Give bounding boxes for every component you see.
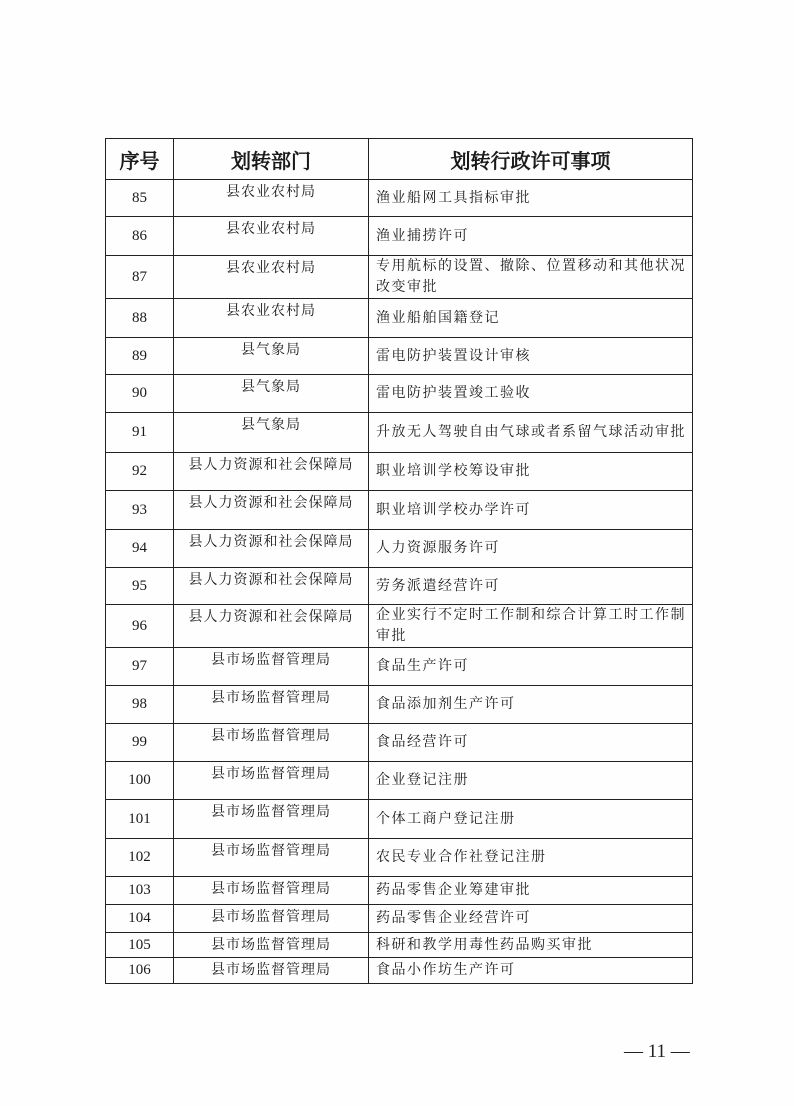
row-license-item: 雷电防护装置设计审核 — [369, 338, 693, 375]
row-department: 县农业农村局 — [174, 180, 369, 217]
row-department: 县市场监督管理局 — [174, 839, 369, 877]
row-department: 县市场监督管理局 — [174, 933, 369, 958]
row-license-item: 药品零售企业筹建审批 — [369, 877, 693, 905]
table-header-row — [106, 139, 693, 180]
row-department: 县市场监督管理局 — [174, 648, 369, 686]
page-number: — 11 — — [624, 1041, 690, 1062]
row-serial-number: 89 — [106, 338, 174, 375]
table-row — [106, 530, 693, 568]
table-row — [106, 933, 693, 958]
table-row — [106, 491, 693, 530]
row-serial-number: 87 — [106, 256, 174, 299]
table-row — [106, 877, 693, 905]
header-department: 划转部门 — [174, 139, 369, 180]
row-license-item: 食品经营许可 — [369, 724, 693, 762]
table-row — [106, 375, 693, 413]
header-serial-number: 序号 — [106, 139, 174, 180]
row-license-item: 雷电防护装置竣工验收 — [369, 375, 693, 413]
row-department: 县市场监督管理局 — [174, 877, 369, 905]
row-department: 县农业农村局 — [174, 256, 369, 299]
row-serial-number: 91 — [106, 413, 174, 453]
row-serial-number: 98 — [106, 686, 174, 724]
table-row — [106, 453, 693, 491]
row-department: 县市场监督管理局 — [174, 958, 369, 984]
row-serial-number: 92 — [106, 453, 174, 491]
row-serial-number: 99 — [106, 724, 174, 762]
row-serial-number: 93 — [106, 491, 174, 530]
table-row — [106, 299, 693, 338]
row-license-item: 职业培训学校办学许可 — [369, 491, 693, 530]
row-department: 县农业农村局 — [174, 299, 369, 338]
row-license-item: 食品小作坊生产许可 — [369, 958, 693, 984]
header-license-item: 划转行政许可事项 — [369, 139, 693, 180]
row-department: 县气象局 — [174, 375, 369, 413]
row-department: 县市场监督管理局 — [174, 724, 369, 762]
row-license-item: 农民专业合作社登记注册 — [369, 839, 693, 877]
table-row — [106, 605, 693, 648]
table-row — [106, 217, 693, 256]
row-license-item: 渔业船舶国籍登记 — [369, 299, 693, 338]
row-license-item: 企业登记注册 — [369, 762, 693, 800]
row-license-item: 个体工商户登记注册 — [369, 800, 693, 839]
row-department: 县市场监督管理局 — [174, 686, 369, 724]
row-license-item: 升放无人驾驶自由气球或者系留气球活动审批 — [369, 413, 693, 453]
row-serial-number: 90 — [106, 375, 174, 413]
table-row — [106, 800, 693, 839]
row-department: 县市场监督管理局 — [174, 800, 369, 839]
row-serial-number: 106 — [106, 958, 174, 984]
table-body — [106, 180, 693, 984]
row-license-item: 渔业捕捞许可 — [369, 217, 693, 256]
table-row — [106, 686, 693, 724]
row-serial-number: 100 — [106, 762, 174, 800]
row-department: 县气象局 — [174, 338, 369, 375]
row-license-item: 食品生产许可 — [369, 648, 693, 686]
row-license-item: 企业实行不定时工作制和综合计算工时工作制审批 — [369, 605, 693, 648]
row-serial-number: 95 — [106, 568, 174, 605]
table-row — [106, 180, 693, 217]
row-department: 县市场监督管理局 — [174, 905, 369, 933]
row-department: 县气象局 — [174, 413, 369, 453]
row-department: 县人力资源和社会保障局 — [174, 530, 369, 568]
table-row — [106, 905, 693, 933]
row-serial-number: 102 — [106, 839, 174, 877]
row-license-item: 食品添加剂生产许可 — [369, 686, 693, 724]
row-serial-number: 97 — [106, 648, 174, 686]
row-license-item: 人力资源服务许可 — [369, 530, 693, 568]
row-serial-number: 105 — [106, 933, 174, 958]
table-row — [106, 338, 693, 375]
row-department: 县人力资源和社会保障局 — [174, 453, 369, 491]
row-serial-number: 86 — [106, 217, 174, 256]
row-serial-number: 104 — [106, 905, 174, 933]
row-serial-number: 101 — [106, 800, 174, 839]
row-license-item: 职业培训学校筹设审批 — [369, 453, 693, 491]
table-row — [106, 648, 693, 686]
row-license-item: 专用航标的设置、撤除、位置移动和其他状况改变审批 — [369, 256, 693, 299]
table-row — [106, 958, 693, 984]
row-department: 县农业农村局 — [174, 217, 369, 256]
row-serial-number: 88 — [106, 299, 174, 338]
row-license-item: 科研和教学用毒性药品购买审批 — [369, 933, 693, 958]
row-serial-number: 96 — [106, 605, 174, 648]
row-department: 县人力资源和社会保障局 — [174, 491, 369, 530]
table-row — [106, 839, 693, 877]
row-license-item: 渔业船网工具指标审批 — [369, 180, 693, 217]
row-department: 县人力资源和社会保障局 — [174, 605, 369, 648]
table-row — [106, 568, 693, 605]
row-serial-number: 94 — [106, 530, 174, 568]
row-serial-number: 85 — [106, 180, 174, 217]
row-department: 县市场监督管理局 — [174, 762, 369, 800]
table-row — [106, 724, 693, 762]
row-license-item: 劳务派遣经营许可 — [369, 568, 693, 605]
row-department: 县人力资源和社会保障局 — [174, 568, 369, 605]
table-row — [106, 413, 693, 453]
table-row — [106, 256, 693, 299]
row-serial-number: 103 — [106, 877, 174, 905]
license-transfer-table — [105, 138, 693, 984]
row-license-item: 药品零售企业经营许可 — [369, 905, 693, 933]
table-row — [106, 762, 693, 800]
